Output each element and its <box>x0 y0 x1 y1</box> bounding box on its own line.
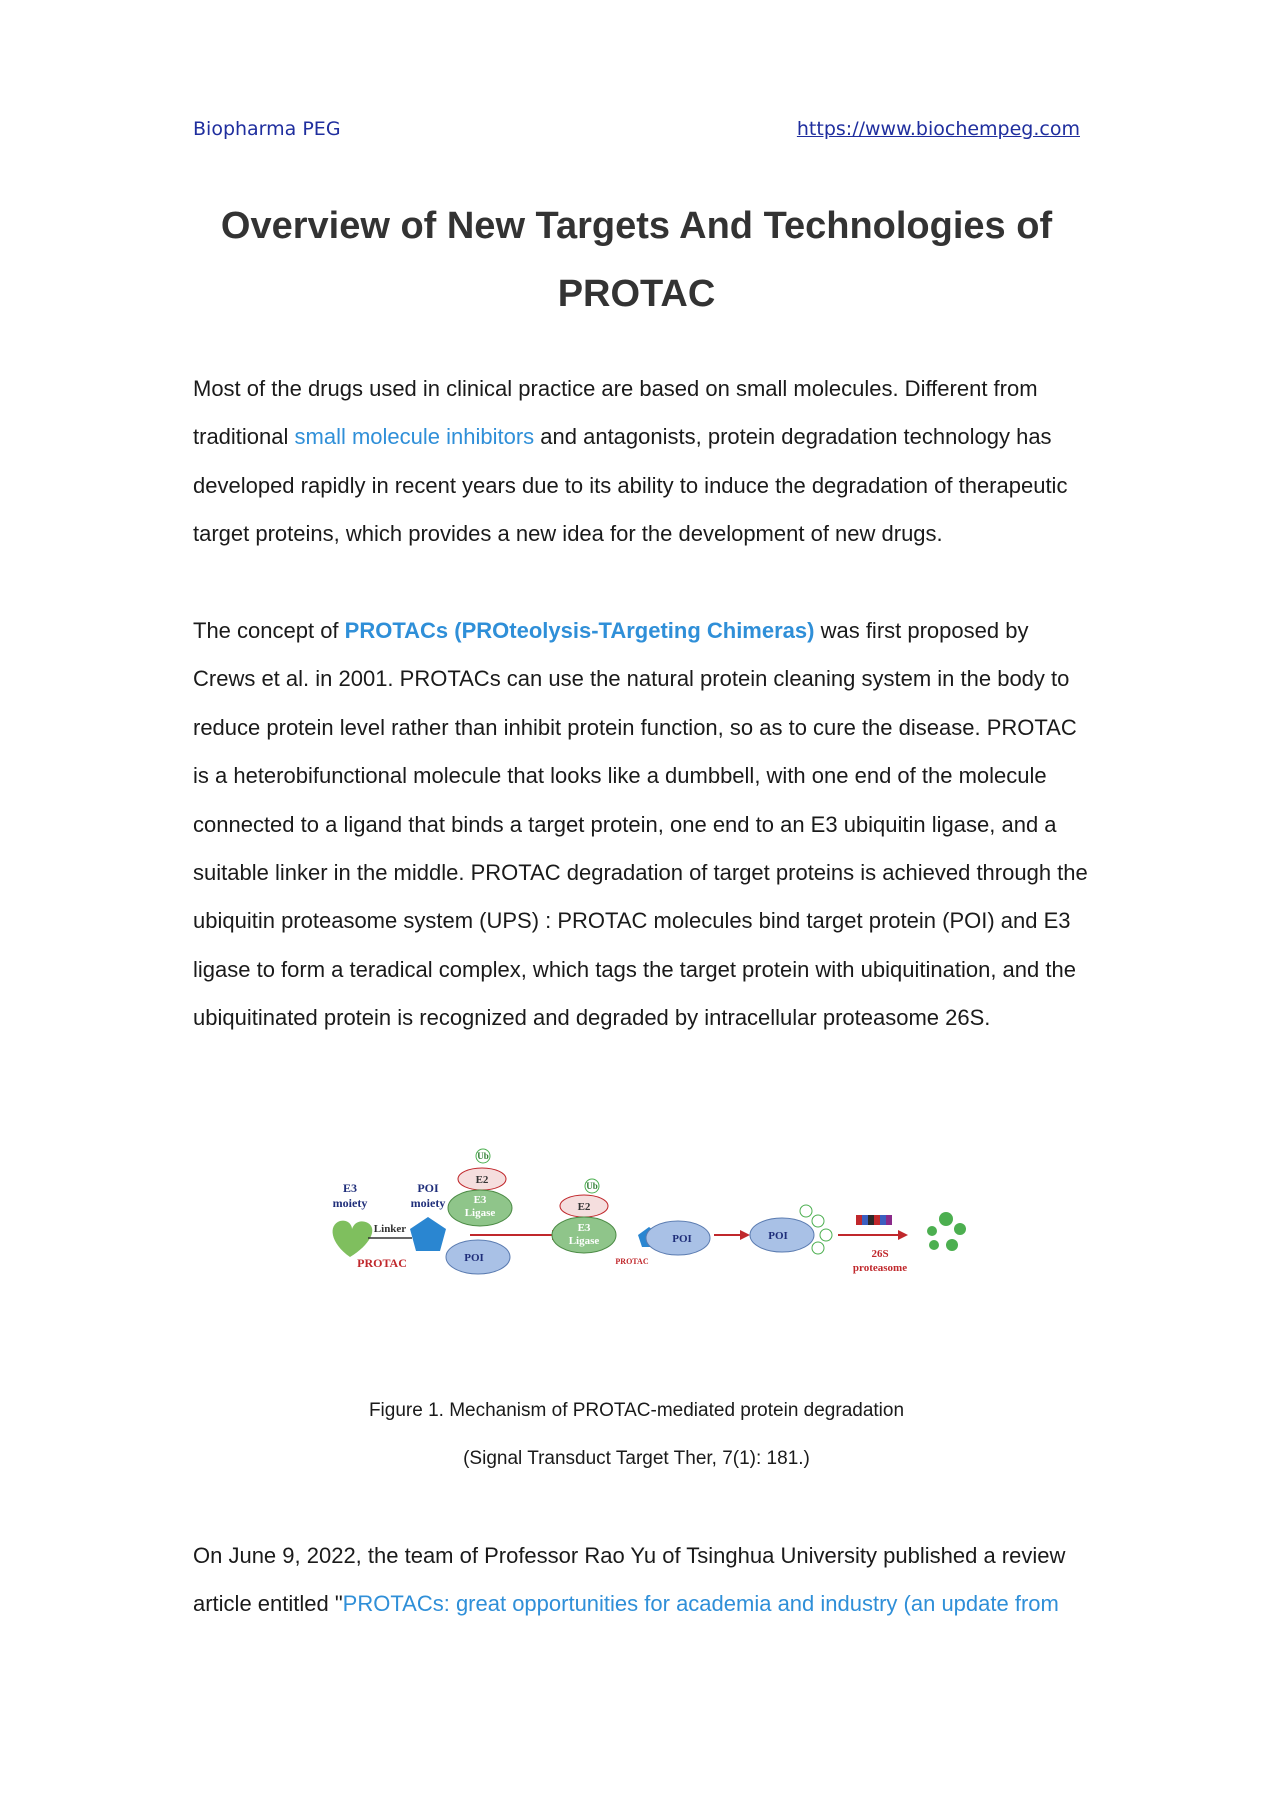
peptide-fragment-1 <box>927 1226 937 1236</box>
peptide-fragment-5 <box>946 1239 958 1251</box>
protacs-link[interactable]: PROTACs (PROteolysis-TArgeting Chimeras) <box>344 618 815 643</box>
poi-label-1: POI <box>464 1252 484 1264</box>
proteasome-label: proteasome <box>852 1262 908 1274</box>
e3-label-2: E3 <box>577 1222 591 1234</box>
intro-text-b: and antagonists, protein degradation technology has developed rapidly in recent years due to its ability to induce the degradation of therapeutic target proteins, which provides a new idea for the development of new drugs. <box>193 424 1068 547</box>
brand-name: Biopharma PEG <box>193 118 341 140</box>
concept-text-b: was first proposed by Crews et al. in 2001. PROTACs can use the natural protein cleaning system in the body to reduce protein level rather than inhibit protein function, so as to cure the disease. PROTAC is a heterobifunctional molecule that looks like a dumbbell, with one end of the molecule connected to a ligand that binds a target protein, one end to an E3 ubiquitin ligase, and a suitable linker in the middle. PROTAC degradation of target proteins is achieved through the ubiquitin proteasome system (UPS) : PROTAC molecules bind target protein (POI) and E3 ligase to form a teradical complex, which tags the target protein with ubiquitination, and the ubiquitinated protein is recognized and degraded by intracellular proteasome 26S. <box>193 618 1088 1031</box>
e3-label-1: E3 <box>473 1194 487 1206</box>
protac-concept-paragraph <box>193 607 1093 1043</box>
figure-caption: Figure 1. Mechanism of PROTAC-mediated protein degradation <box>368 1400 905 1421</box>
e3-moiety-label: E3 <box>342 1181 358 1195</box>
linker-label: Linker <box>373 1223 407 1235</box>
e2-label-1: E2 <box>475 1174 489 1186</box>
intro-text-a: Most of the drugs used in clinical practice are based on small molecules. Different from traditional <box>193 376 1038 450</box>
ub-chain-4 <box>812 1242 824 1254</box>
ub-label-2: Ub <box>586 1181 598 1191</box>
review-paragraph <box>193 1532 1093 1629</box>
intro-paragraph <box>193 365 1093 559</box>
ub-chain-1 <box>800 1205 812 1217</box>
proteasome-26s-label: 26S <box>871 1248 889 1260</box>
poi-moiety-label: POI <box>417 1181 439 1195</box>
peptide-fragment-3 <box>954 1223 966 1235</box>
website-link[interactable]: https://www.biochempeg.com <box>796 118 1080 140</box>
page-title <box>150 192 1123 328</box>
ub-chain-3 <box>820 1229 832 1241</box>
proteasome-icon <box>856 1215 892 1225</box>
e3-moiety-label-2: moiety <box>332 1196 368 1210</box>
concept-text-a: The concept of <box>193 618 345 643</box>
e3-ligand-heart <box>333 1221 373 1257</box>
title-line-1: Overview of New Targets And Technologies of <box>220 205 1053 247</box>
protac-label: PROTAC <box>357 1256 407 1270</box>
arrow-2-head <box>740 1230 750 1240</box>
protac-small-label: PROTAC <box>615 1257 649 1266</box>
ub-chain-2 <box>812 1215 824 1227</box>
ligase-label-2: Ligase <box>568 1235 600 1247</box>
poi-ligand-pentagon <box>410 1217 446 1251</box>
review-article-link[interactable]: PROTACs: great opportunities for academia and industry (an update from <box>342 1591 1059 1617</box>
small-molecule-inhibitors-link[interactable]: small molecule inhibitors <box>294 424 535 450</box>
e2-label-2: E2 <box>577 1201 591 1213</box>
review-text-a: On June 9, 2022, the team of Professor Rao Yu of Tsinghua University published a review article entitled " <box>193 1543 1066 1617</box>
page-header <box>193 118 1080 140</box>
arrow-3-head <box>898 1230 908 1240</box>
poi-label-3: POI <box>768 1230 788 1242</box>
ub-label-1: Ub <box>477 1151 489 1161</box>
poi-label-2: POI <box>672 1233 692 1245</box>
peptide-fragment-2 <box>939 1212 953 1226</box>
poi-moiety-label-2: moiety <box>410 1196 446 1210</box>
ligase-label-1: Ligase <box>464 1207 496 1219</box>
protac-mechanism-figure <box>320 1145 1000 1305</box>
peptide-fragment-4 <box>929 1240 939 1250</box>
title-line-2: PROTAC <box>557 273 716 315</box>
figure-citation: (Signal Transduct Target Ther, 7(1): 181.) <box>463 1448 810 1469</box>
